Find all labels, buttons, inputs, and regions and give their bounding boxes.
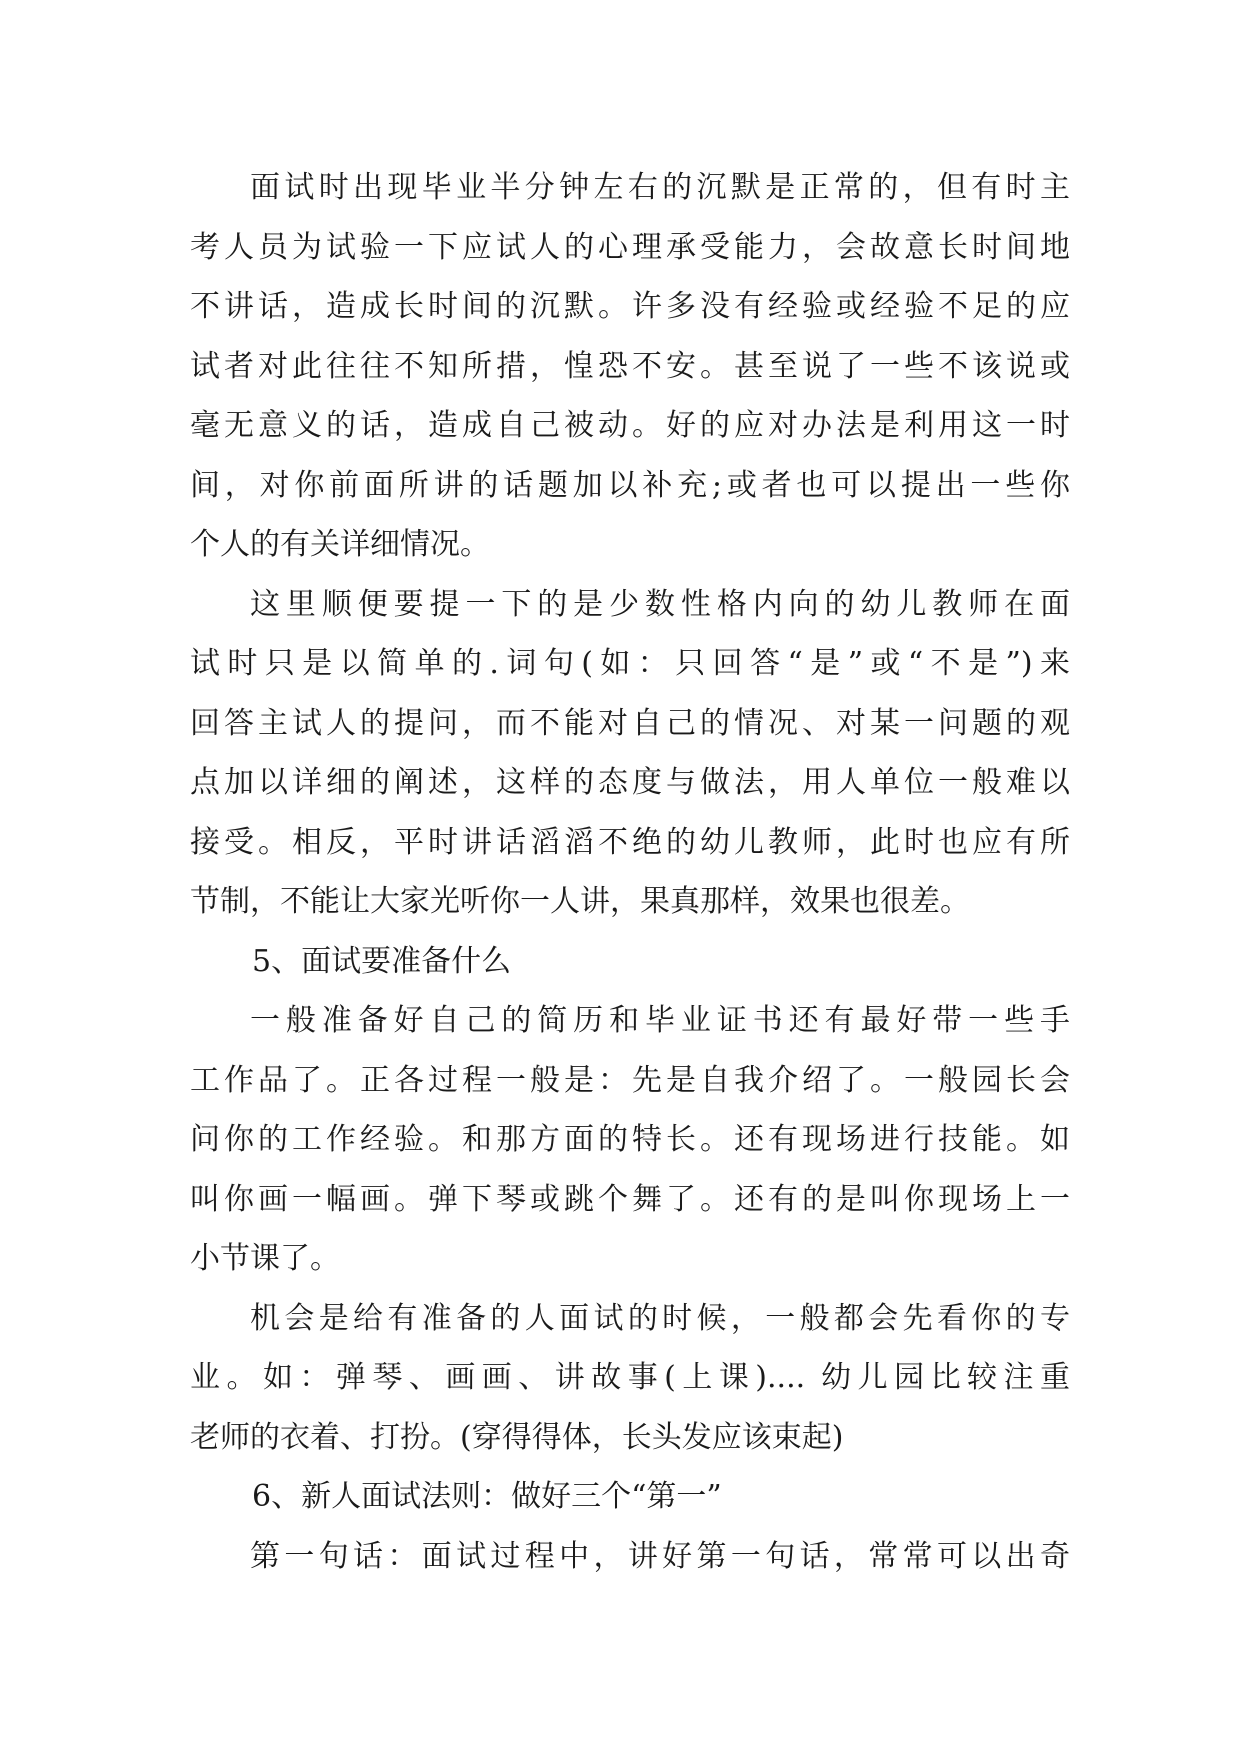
text-line: 小节课了。: [190, 1241, 340, 1276]
document-body: [190, 158, 1070, 1586]
text-line: 点加以详细的阐述，这样的态度与做法，用人单位一般难以: [190, 765, 1070, 800]
section-heading-5: [190, 932, 1070, 992]
text-line: 面试时出现毕业半分钟左右的沉默是正常的，但有时主: [250, 170, 1070, 205]
text-line: 节制，不能让大家光听你一人讲，果真那样，效果也很差。: [190, 884, 970, 919]
text-line: 第一句话：面试过程中，讲好第一句话，常常可以出奇: [250, 1538, 1070, 1574]
text-line: 不讲话，造成长时间的沉默。许多没有经验或经验不足的应: [190, 289, 1070, 324]
text-line: 回答主试人的提问，而不能对自己的情况、对某一问题的观: [190, 705, 1070, 741]
paragraph-first-sentence: [190, 1527, 1070, 1587]
text-line: 叫你画一幅画。弹下琴或跳个舞了。还有的是叫你现场上一: [190, 1181, 1070, 1217]
heading-line: 5、面试要准备什么: [252, 943, 512, 979]
paragraph-prepare: [190, 991, 1070, 1289]
text-line: 个人的有关详细情况。: [190, 527, 490, 562]
text-line: 机会是给有准备的人面试的时候，一般都会先看你的专: [250, 1300, 1070, 1336]
text-line: 试时只是以简单的.词句(如：只回答“是”或“不是”)来: [190, 646, 1070, 681]
text-line: 接受。相反，平时讲话滔滔不绝的幼儿教师，此时也应有所: [190, 824, 1070, 860]
text-line: 问你的工作经验。和那方面的特长。还有现场进行技能。如: [190, 1122, 1070, 1157]
text-line: 这里顺便要提一下的是少数性格内向的幼儿教师在面: [250, 586, 1070, 622]
text-line: 间，对你前面所讲的话题加以补充;或者也可以提出一些你: [190, 467, 1070, 503]
text-line: 工作品了。正各过程一般是：先是自我介绍了。一般园长会: [190, 1062, 1070, 1098]
paragraph-silence: [190, 158, 1070, 575]
text-line: 老师的衣着、打扮。(穿得得体，长头发应该束起): [190, 1419, 844, 1455]
text-line: 试者对此往往不知所措，惶恐不安。甚至说了一些不该说或: [190, 348, 1070, 384]
text-line: 一般准备好自己的简历和毕业证书还有最好带一些手: [250, 1003, 1070, 1038]
paragraph-introvert: [190, 575, 1070, 932]
text-line: 考人员为试验一下应试人的心理承受能力，会故意长时间地: [190, 229, 1070, 265]
heading-line: 6、新人面试法则：做好三个“第一”: [252, 1479, 722, 1514]
text-line: 毫无意义的话，造成自己被动。好的应对办法是利用这一时: [190, 408, 1070, 443]
paragraph-chance: [190, 1289, 1070, 1468]
text-line: 业。如：弹琴、画画、讲故事(上课).... 幼儿园比较注重: [190, 1360, 1070, 1395]
section-heading-6: [190, 1467, 1070, 1527]
